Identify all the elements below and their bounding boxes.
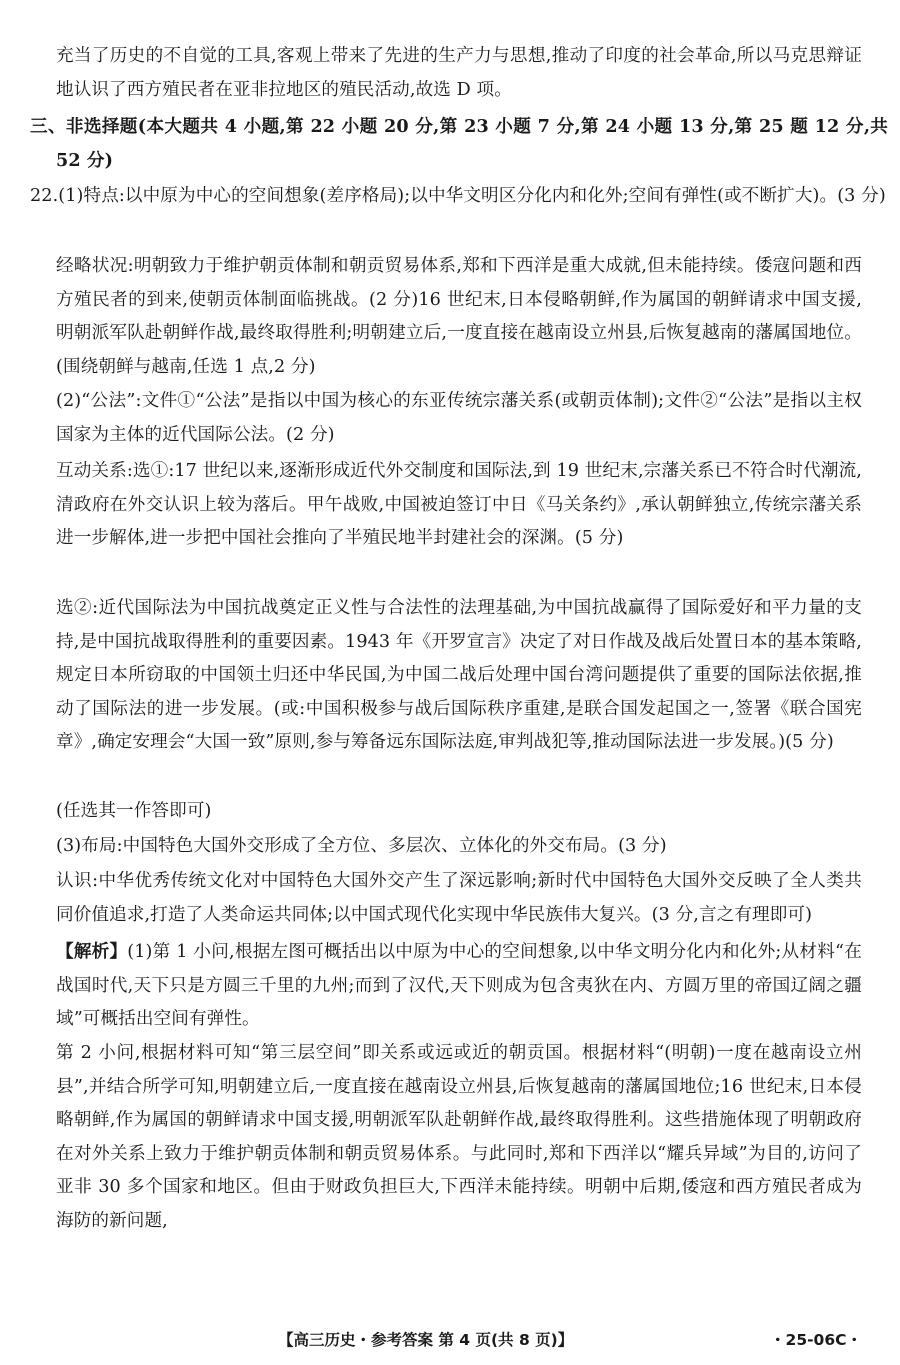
paragraph-q22-part2-option1: 互动关系:选①:17 世纪以来,逐渐形成近代外交制度和国际法,到 19 世纪末,宗藩关系已不符合时代潮流,清政府在外交认识上较为落后。甲午战败,中国被迫签订中日《马关条约》,承认朝鲜独立,传统宗藩关系进一步解体,进一步把中国社会推向了半殖民地半封建社会的深渊。(5 分) bbox=[56, 461, 862, 548]
analysis-label: 【解析】 bbox=[56, 941, 128, 962]
paragraph-q21-conclusion: 充当了历史的不自觉的工具,客观上带来了先进的生产力与思想,推动了印度的社会革命,所以马克思辩证地认识了西方殖民者在亚非拉地区的殖民活动,故选 D 项。 bbox=[56, 46, 862, 100]
paragraph-q22-part1-features: 22.(1)特点:以中原为中心的空间想象(差序格局);以中华文明区分化内和化外;空间有弹性(或不断扩大)。(3 分) bbox=[30, 186, 886, 206]
paragraph-q22-part2-public-law: (2)“公法”:文件①“公法”是指以中国为核心的东亚传统宗藩关系(或朝贡体制);文件②“公法”是指以主权国家为主体的近代国际公法。(2 分) bbox=[56, 391, 862, 445]
page-footer bbox=[0, 1328, 900, 1352]
paragraph-q22-part1-management: 经略状况:明朝致力于维护朝贡体制和朝贡贸易体系,郑和下西洋是重大成就,但未能持续。倭寇问题和西方殖民者的到来,使朝贡体制面临挑战。(2 分)16 世纪末,日本侵略朝鲜,作为属国的朝鲜请求中国支援,明朝派军队赴朝鲜作战,最终取得胜利;明朝建立后,一度直接在越南设立州县,后恢复越南的藩属国地位。(围绕朝鲜与越南,任选 1 点,2 分) bbox=[56, 256, 862, 377]
paragraph-choose-one-note: (任选其一作答即可) bbox=[56, 801, 212, 821]
paragraph-analysis-part2: 第 2 小问,根据材料可知“第三层空间”即关系或远或近的朝贡国。根据材料“(明朝)一度在越南设立州县”,并结合所学可知,明朝建立后,一度直接在越南设立州县,后恢复越南的藩属国地位;16 世纪末,日本侵略朝鲜,作为属国的朝鲜请求中国支援,明朝派军队赴朝鲜作战,最终取得胜利。这些措施体现了明朝政府在对外关系上致力于维护朝贡体制和朝贡贸易体系。与此同时,郑和下西洋以“耀兵异域”为目的,访问了亚非 30 多个国家和地区。但由于财政负担巨大,下西洋未能持续。明朝中后期,倭寇和西方殖民者成为海防的新问题, bbox=[56, 1043, 862, 1231]
footer-title: 【高三历史・参考答案 第 4 页(共 8 页)】 bbox=[278, 1331, 574, 1349]
paragraph-q22-part3-understanding: 认识:中华优秀传统文化对中国特色大国外交产生了深远影响;新时代中国特色大国外交反映了全人类共同价值追求,打造了人类命运共同体;以中国式现代化实现中华民族伟大复兴。(3 分,言之有理即可) bbox=[56, 871, 862, 925]
paragraph-analysis-part1 bbox=[56, 935, 862, 1037]
section-heading-non-choice: 三、非选择题(本大题共 4 小题,第 22 小题 20 分,第 23 小题 7 分,第 24 小题 13 分,第 25 题 12 分,共 52 分) bbox=[30, 116, 888, 171]
footer-code: ・25-06C・ bbox=[770, 1331, 862, 1349]
paragraph-q22-part3-layout: (3)布局:中国特色大国外交形成了全方位、多层次、立体化的外交布局。(3 分) bbox=[56, 836, 667, 856]
paragraph-q22-part2-option2: 选②:近代国际法为中国抗战奠定正义性与合法性的法理基础,为中国抗战赢得了国际爱好和平力量的支持,是中国抗战取得胜利的重要因素。1943 年《开罗宣言》决定了对日作战及战后处置日本的基本策略,规定日本所窃取的中国领土归还中华民国,为中国二战后处理中国台湾问题提供了重要的国际法依据,推动了国际法的进一步发展。(或:中国积极参与战后国际秩序重建,是联合国发起国之一,签署《联合国宪章》,确定安理会“大国一致”原则,参与筹备远东国际法庭,审判战犯等,推动国际法进一步发展。)(5 分) bbox=[56, 598, 862, 752]
analysis-part1-text: (1)第 1 小问,根据左图可概括出以中原为中心的空间想象,以中华文明分化内和化外;从材料“在战国时代,天下只是方圆三千里的九州;而到了汉代,天下则成为包含夷狄在内、方圆万里的帝国辽阔之疆域”可概括出空间有弹性。 bbox=[56, 942, 862, 1029]
